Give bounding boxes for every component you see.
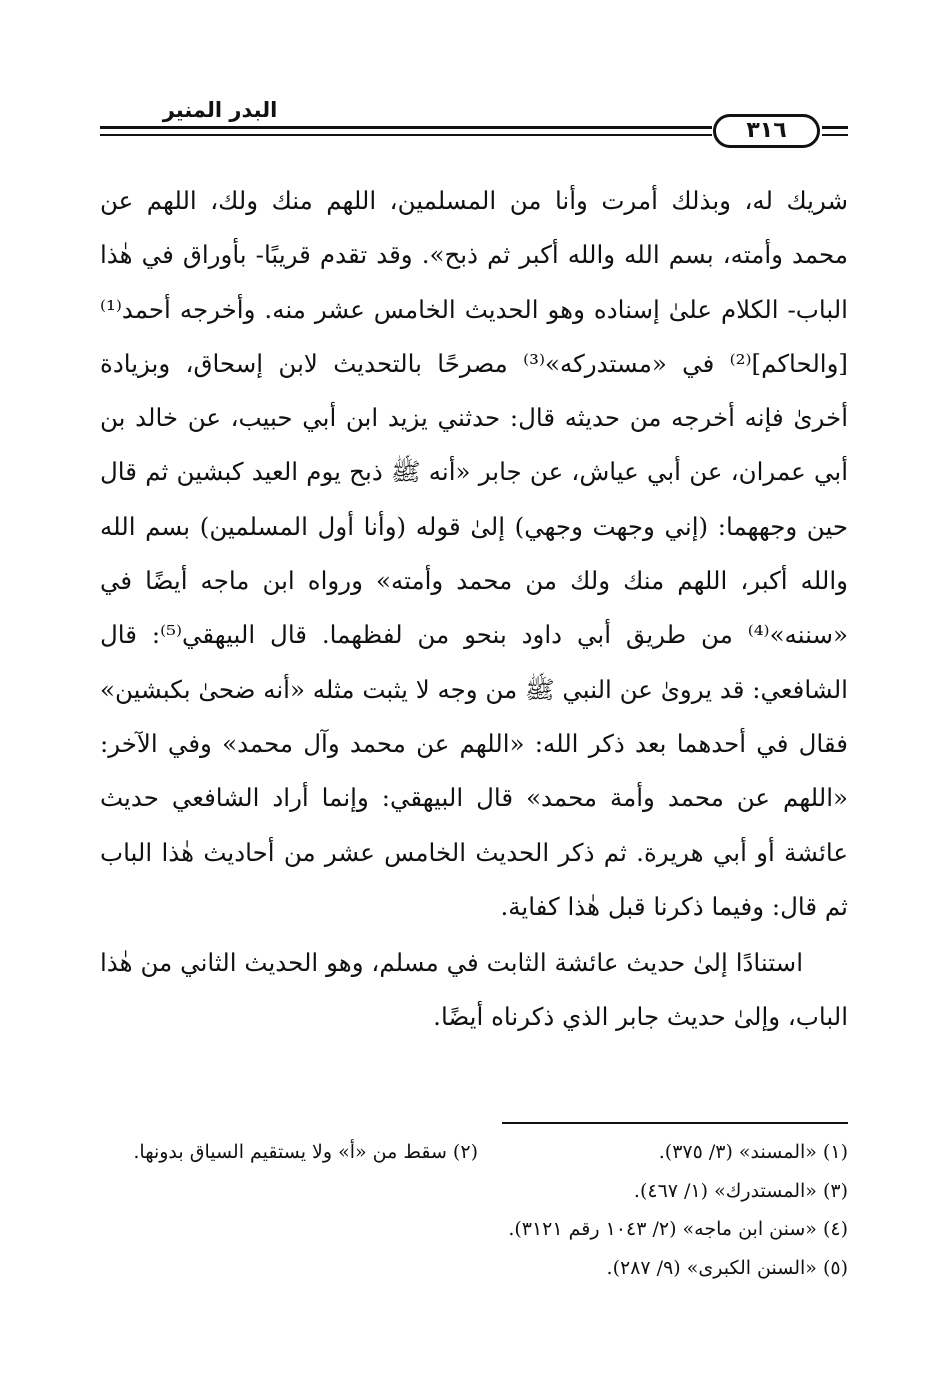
paragraph: استنادًا إلىٰ حديث عائشة الثابت في مسلم، وهو الحديث الثاني من هٰذا الباب، وإلىٰ حديث جابر الذي ذكرناه أيضًا. bbox=[100, 948, 848, 1032]
footnote-row bbox=[100, 1210, 848, 1249]
footnote-row bbox=[100, 1133, 848, 1172]
header-rule-right-thick bbox=[822, 126, 848, 129]
footnotes bbox=[100, 1133, 848, 1287]
footnote-3: (٣) «المستدرك» (١/ ٤٦٧). bbox=[633, 1179, 848, 1202]
footnote-row bbox=[100, 1249, 848, 1288]
header-rule-thin bbox=[100, 134, 712, 136]
header-rule-right-thin bbox=[822, 134, 848, 136]
main-text bbox=[100, 174, 848, 1045]
page-number: ٣١٦ bbox=[713, 114, 820, 148]
footnote-row bbox=[100, 1172, 848, 1211]
footnote-separator bbox=[502, 1122, 848, 1124]
paragraph: شريك له، وبذلك أمرت وأنا من المسلمين، اللهم منك ولك، اللهم عن محمد وأمته، بسم الله والله أكبر ثم ذبح». وقد تقدم قريبًا- بأوراق في هٰذا الباب- الكلام علىٰ إسناده وهو الحديث الخامس عشر منه. وأخرجه أحمد⁽¹⁾ [والحاكم]⁽²⁾ في «مستدركه»⁽³⁾ مصرحًا بالتحديث لابن إسحاق، وبزيادة أخرىٰ فإنه أخرجه من حديثه قال: حدثني يزيد ابن أبي حبيب، عن خالد بن أبي عمران، عن أبي عياش، عن جابر «أنه ﷺ ذبح يوم العيد كبشين ثم قال حين وجههما: (إني وجهت وجهي) إلىٰ قوله (وأنا أول المسلمين) بسم الله والله أكبر، اللهم منك ولك من محمد وأمته» ورواه ابن ماجه أيضًا في «سننه»⁽⁴⁾ من طريق أبي داود بنحو من لفظهما. قال البيهقي⁽⁵⁾: قال الشافعي: قد يروىٰ عن النبي ﷺ من وجه لا يثبت مثله «أنه ضحىٰ بكبشين» فقال في أحدهما بعد ذكر الله: «اللهم عن محمد وآل محمد» وفي الآخر: «اللهم عن محمد وأمة محمد» قال البيهقي: وإنما أراد الشافعي حديث عائشة أو أبي هريرة. ثم ذكر الحديث الخامس عشر من أحاديث هٰذا الباب ثم قال: وفيما ذكرنا قبل هٰذا كفاية. bbox=[99, 186, 848, 921]
footnote-2: (٢) سقط من «أ» ولا يستقيم السياق بدونها. bbox=[133, 1141, 478, 1163]
header-rule-thick bbox=[100, 126, 712, 129]
footnote-5: (٥) «السنن الكبرى» (٩/ ٢٨٧). bbox=[606, 1256, 848, 1279]
footnote-4: (٤) «سنن ابن ماجه» (٢/ ١٠٤٣ رقم ٣١٢١). bbox=[508, 1218, 848, 1240]
book-title: البدر المنير bbox=[162, 98, 278, 122]
footnote-1: (١) «المسند» (٣/ ٣٧٥). bbox=[658, 1141, 848, 1163]
